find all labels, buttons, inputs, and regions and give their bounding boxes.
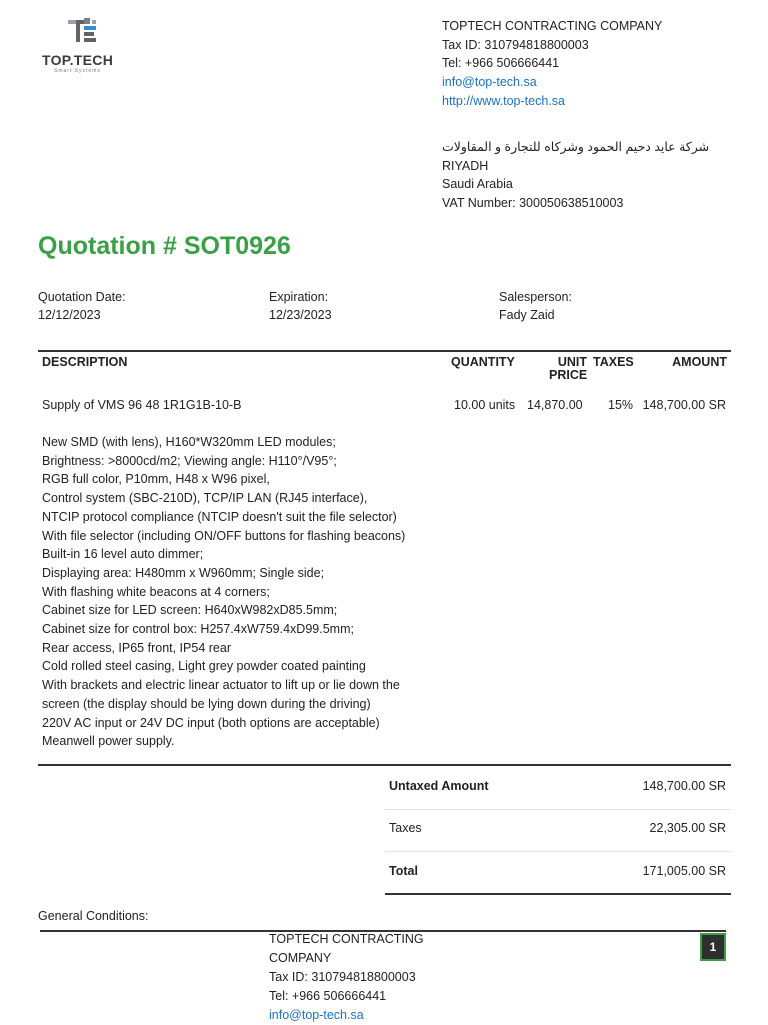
detail-line: New SMD (with lens), H160*W320mm LED modules; [42,435,336,449]
row-unit-price: 14,870.00 [527,398,583,412]
quotation-date [38,288,126,324]
quotation-date-label: Quotation Date: [38,290,126,304]
row-quantity: 10.00 units [454,398,516,412]
detail-line: Cabinet size for LED screen: H640xW982xD85.5mm; [42,603,338,618]
header-unit-price [549,356,587,382]
table-top-divider [38,350,731,352]
detail-line: Control system (SBC-210D), TCP/IP LAN (RJ45 interface), [42,491,368,506]
header-amount: AMOUNT [672,355,727,369]
row-amount: 148,700.00 SR [642,398,726,412]
company-website-link[interactable]: http://www.top-tech.sa [442,93,565,108]
expiration-label: Expiration: [269,290,329,304]
footer-email-link[interactable]: info@top-tech.sa [269,1008,364,1022]
totals-bottom-divider [385,893,731,895]
footer-company-name-2: COMPANY [269,951,332,965]
header-unit: UNIT [557,355,587,369]
detail-line: With brackets and electric linear actuator to lift up or lie down the [42,678,400,693]
taxes-label: Taxes [389,821,422,835]
table-bottom-divider [38,764,731,766]
quotation-date-value: 12/12/2023 [38,308,101,322]
salesperson [499,288,572,324]
company-address [442,17,662,111]
customer-vat: VAT Number: 300050638510003 [442,196,624,211]
total-value: 171,005.00 SR [642,864,726,878]
detail-line: Cold rolled steel casing, Light grey powder coated painting [42,659,366,674]
expiration-value: 12/23/2023 [269,308,332,322]
untaxed-amount-value: 148,700.00 SR [642,779,726,793]
detail-line: Brightness: >8000cd/m2; Viewing angle: H110°/V95°; [42,453,337,468]
detail-line: With flashing white beacons at 4 corners; [42,584,270,599]
detail-line: Built-in 16 level auto dimmer; [42,547,204,562]
customer-address [442,138,709,213]
total-label: Total [389,864,418,878]
quotation-title: Quotation # SOT0926 [38,232,291,260]
company-name: TOPTECH CONTRACTING COMPANY [442,19,663,33]
detail-line: Cabinet size for control box: H257.4xW759.4xD99.5mm; [42,622,354,637]
row-description: Supply of VMS 96 48 1R1G1B-10-B [42,398,242,412]
header-taxes: TAXES [593,355,634,369]
company-tax-id: Tax ID: 310794818800003 [442,37,589,52]
detail-line: Meanwell power supply. [42,734,175,749]
detail-line: With file selector (including ON/OFF buttons for flashing beacons) [42,528,406,543]
totals-divider [385,809,731,810]
footer-company-info [269,930,469,1025]
detail-line: 220V AC input or 24V DC input (both options are acceptable) [42,715,380,730]
detail-line: Rear access, IP65 front, IP54 rear [42,640,231,655]
customer-name: شركة عايد دحيم الحمود وشركاه للتجارة و المقاولات [442,140,710,154]
footer-tel: Tel: +966 506666441 [269,989,387,1003]
customer-country: Saudi Arabia [442,177,513,192]
detail-line: RGB full color, P10mm, H48 x W96 pixel, [42,472,270,487]
header-quantity: QUANTITY [451,355,515,369]
company-email-link[interactable]: info@top-tech.sa [442,75,537,90]
customer-city: RIYADH [442,158,489,173]
taxes-value: 22,305.00 SR [649,821,726,835]
header-description: DESCRIPTION [42,355,128,369]
totals-divider [385,851,731,852]
detail-line: NTCIP protocol compliance (NTCIP doesn't suit the file selector) [42,509,397,524]
page-number-badge: 1 [700,933,726,961]
row-taxes: 15% [608,398,634,412]
salesperson-value: Fady Zaid [499,308,555,322]
footer-company-name: TOPTECH CONTRACTING [269,932,424,946]
footer-tax-id: Tax ID: 310794818800003 [269,970,416,984]
company-logo [38,16,128,78]
header-price: PRICE [549,368,588,382]
salesperson-label: Salesperson: [499,290,572,304]
expiration-date [269,288,332,324]
company-tel: Tel: +966 506666441 [442,56,560,71]
detail-line: Displaying area: H480mm x W960mm; Single side; [42,565,325,580]
logo-wordmark: TOP.TECH [42,52,114,68]
detail-line: screen (the display should be lying down during the driving) [42,696,371,711]
product-details [42,433,442,751]
logo-tagline: Smart Systems [54,68,101,74]
general-conditions-label: General Conditions: [38,909,149,923]
untaxed-amount-label: Untaxed Amount [389,779,489,793]
logo-mark-icon [66,16,106,50]
